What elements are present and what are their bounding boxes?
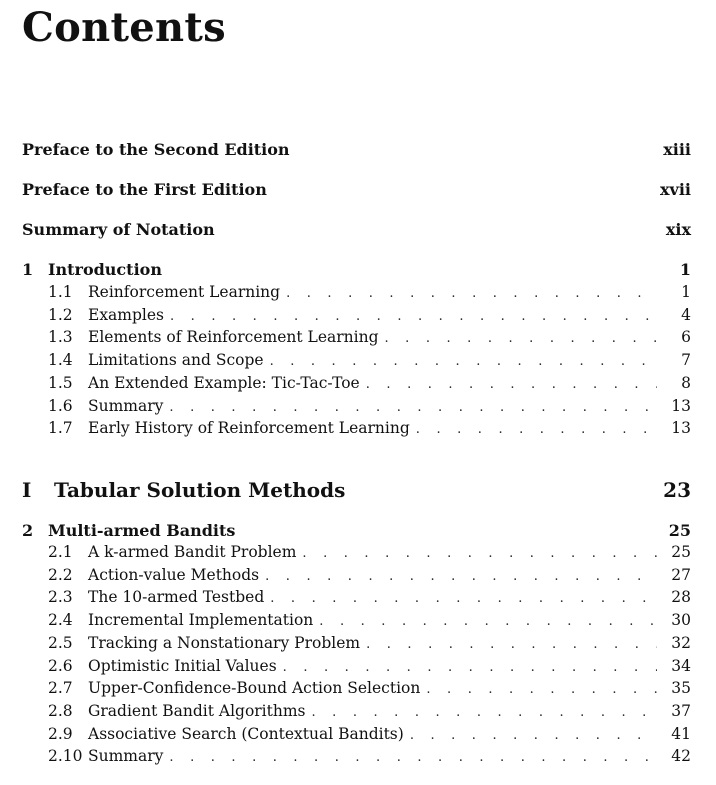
section-number: 1.7	[48, 419, 73, 438]
toc-section-1-7[interactable]	[48, 419, 691, 437]
toc-section-2-9[interactable]	[48, 725, 691, 743]
entry-page: xiii	[663, 140, 691, 159]
toc-section-1-3[interactable]	[48, 328, 691, 346]
toc-section-1-1[interactable]	[48, 283, 691, 301]
section-title: A k-armed Bandit Problem	[88, 543, 297, 561]
dot-leader	[319, 614, 657, 629]
section-page: 37	[671, 701, 691, 720]
section-title: The 10-armed Testbed	[88, 588, 265, 607]
section-page: 7	[681, 351, 691, 370]
dot-leader	[366, 637, 657, 652]
section-title: Summary	[88, 747, 164, 766]
section-number: 1.4	[48, 351, 73, 370]
section-number: 2.9	[48, 724, 73, 743]
section-number: 2.6	[48, 656, 73, 675]
section-title: Examples	[88, 305, 165, 324]
toc-section-1-4[interactable]	[48, 351, 691, 369]
section-page: 42	[671, 747, 691, 766]
page-title: Contents	[22, 4, 227, 51]
chapter-title: Introduction	[48, 260, 162, 279]
dot-leader	[410, 728, 657, 743]
toc-section-2-4[interactable]	[48, 611, 691, 629]
dot-leader	[169, 750, 657, 765]
section-number: 2.4	[48, 611, 73, 630]
chapter-number: 1	[22, 260, 34, 279]
dot-leader	[169, 400, 657, 415]
toc-section-2-5[interactable]	[48, 634, 691, 652]
dot-leader	[270, 591, 657, 606]
section-page: 32	[671, 633, 691, 652]
entry-title: Preface to the First Edition	[22, 180, 267, 199]
section-page: 28	[671, 588, 691, 607]
section-number: 1.3	[48, 328, 73, 347]
toc-section-2-7[interactable]	[48, 679, 691, 697]
section-title: Summary	[88, 396, 164, 415]
chapter-number: 2	[22, 521, 34, 540]
section-title: Incremental Implementation	[88, 611, 314, 630]
toc-section-1-6[interactable]	[48, 397, 691, 415]
section-page: 13	[671, 396, 691, 415]
section-number: 1.1	[48, 283, 73, 301]
dot-leader	[265, 569, 657, 584]
section-number: 2.2	[48, 565, 73, 584]
chapter-page: 1	[679, 260, 691, 279]
toc-section-2-10[interactable]	[48, 747, 691, 765]
chapter-title: Multi-armed Bandits	[48, 521, 236, 540]
toc-section-2-6[interactable]	[48, 657, 691, 675]
section-number: 2.10	[48, 747, 83, 766]
section-title: Associative Search (Contextual Bandits)	[88, 724, 404, 743]
section-number: 2.3	[48, 588, 73, 607]
section-number: 1.6	[48, 396, 73, 415]
section-page: 6	[681, 328, 691, 347]
part-number: I	[22, 478, 32, 502]
dot-leader	[366, 377, 657, 392]
toc-section-1-2[interactable]	[48, 306, 691, 324]
section-title: Gradient Bandit Algorithms	[88, 701, 306, 720]
section-title: Reinforcement Learning	[88, 283, 281, 301]
dot-leader	[270, 354, 657, 369]
section-number: 2.5	[48, 633, 73, 652]
dot-leader	[426, 682, 657, 697]
dot-leader	[170, 309, 657, 324]
section-title: An Extended Example: Tic-Tac-Toe	[88, 373, 360, 392]
toc-chapter-1[interactable]	[22, 260, 691, 279]
section-title: Optimistic Initial Values	[88, 656, 277, 675]
section-title: Action-value Methods	[88, 565, 260, 584]
entry-page: xvii	[660, 180, 691, 199]
section-page: 27	[671, 565, 691, 584]
section-number: 2.7	[48, 679, 73, 698]
toc-section-2-8[interactable]	[48, 702, 691, 720]
section-page: 4	[681, 305, 691, 324]
entry-page: xix	[665, 220, 691, 239]
toc-section-2-2[interactable]	[48, 566, 691, 584]
section-number: 2.1	[48, 543, 73, 561]
entry-title: Summary of Notation	[22, 220, 215, 239]
section-title: Upper-Confidence-Bound Action Selection	[88, 679, 421, 698]
toc-entry-preface-second[interactable]	[22, 140, 691, 159]
toc-section-1-5[interactable]	[48, 374, 691, 392]
entry-title: Preface to the Second Edition	[22, 140, 290, 159]
section-number: 1.5	[48, 373, 73, 392]
toc-section-2-3[interactable]	[48, 588, 691, 606]
section-page: 35	[671, 679, 691, 698]
toc-entry-preface-first[interactable]	[22, 180, 691, 199]
part-page: 23	[663, 478, 691, 502]
section-number: 2.8	[48, 701, 73, 720]
part-title: Tabular Solution Methods	[54, 478, 346, 502]
chapter-page: 25	[668, 521, 691, 540]
toc-chapter-2[interactable]	[22, 521, 691, 540]
section-title: Elements of Reinforcement Learning	[88, 328, 379, 347]
section-page: 25	[671, 543, 691, 561]
section-title: Early History of Reinforcement Learning	[88, 419, 410, 438]
section-number: 1.2	[48, 305, 73, 324]
section-page: 34	[671, 656, 691, 675]
section-page: 13	[671, 419, 691, 438]
dot-leader	[302, 546, 657, 561]
toc-part-1[interactable]	[22, 478, 691, 502]
section-page: 8	[681, 373, 691, 392]
dot-leader	[286, 286, 657, 301]
dot-leader	[283, 660, 657, 675]
section-page: 41	[671, 724, 691, 743]
section-page: 30	[671, 611, 691, 630]
toc-entry-notation[interactable]	[22, 220, 691, 239]
dot-leader	[312, 705, 657, 720]
section-page: 1	[681, 283, 691, 301]
toc-section-2-1[interactable]	[48, 543, 691, 561]
dot-leader	[385, 331, 658, 346]
section-title: Tracking a Nonstationary Problem	[88, 633, 361, 652]
section-title: Limitations and Scope	[88, 351, 264, 370]
dot-leader	[416, 422, 657, 437]
